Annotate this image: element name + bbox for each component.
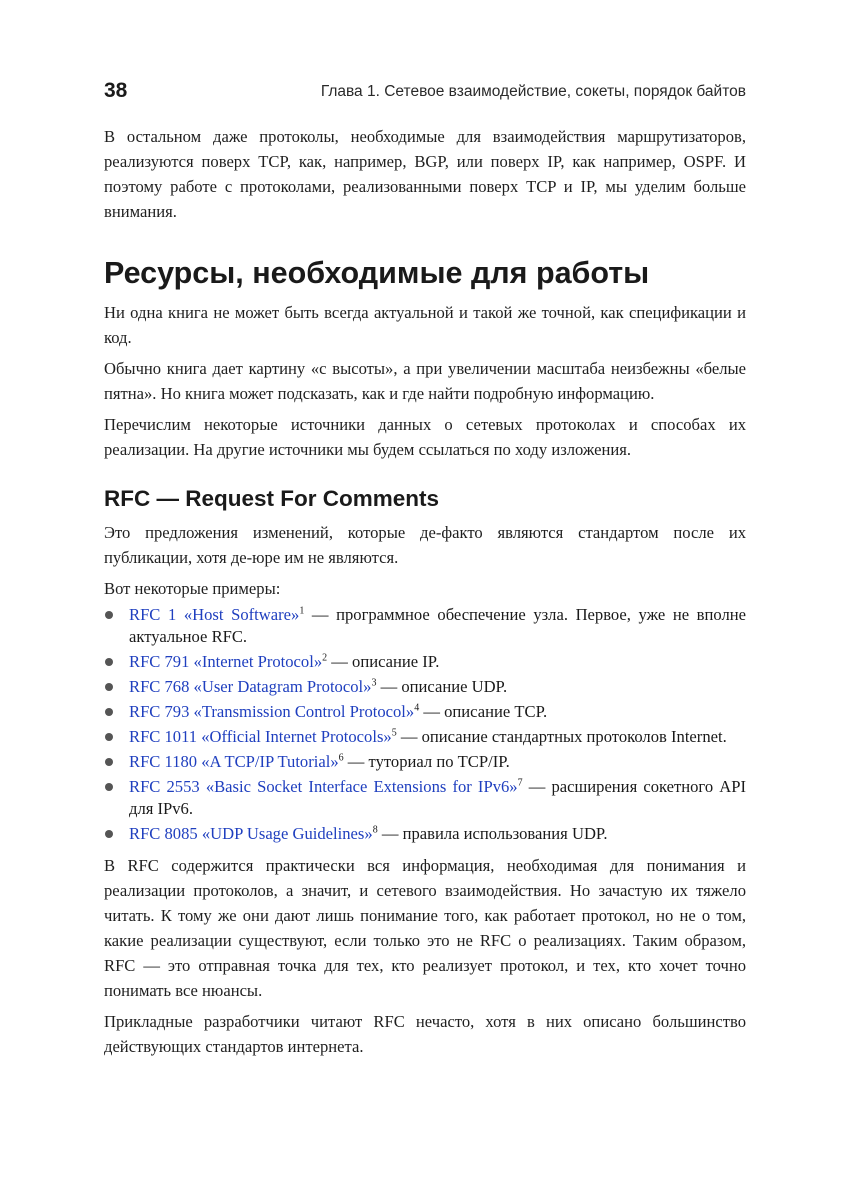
rfc-link[interactable]: RFC 793 «Transmission Control Protocol»	[129, 702, 415, 721]
footnote-marker[interactable]: 1	[299, 605, 305, 617]
rfc-link[interactable]: RFC 1011 «Official Internet Protocols»	[129, 727, 392, 746]
rfc-list	[104, 604, 746, 845]
footnote-marker[interactable]: 4	[414, 702, 420, 714]
footnote-marker[interactable]: 7	[517, 777, 523, 789]
section-paragraph: Обычно книга дает картину «с высоты», а при увеличении масштаба неизбежны «белые пятна». Но книга может подсказать, как и где найти подробную информацию.	[104, 359, 746, 403]
list-item-text: — описание стандартных протоколов Internet.	[396, 727, 727, 746]
bullet-icon	[105, 708, 113, 716]
list-item-text: — правила использования UDP.	[377, 824, 608, 843]
rfc-link[interactable]: RFC 768 «User Datagram Protocol»	[129, 677, 372, 696]
subsection-paragraph: Вот некоторые примеры:	[104, 579, 281, 598]
section-paragraph: Ни одна книга не может быть всегда актуальной и такой же точной, как спецификации и код.	[104, 303, 746, 347]
list-item	[104, 751, 746, 773]
rfc-link[interactable]: RFC 1180 «A TCP/IP Tutorial»	[129, 752, 339, 771]
list-item-text: — описание UDP.	[376, 677, 508, 696]
rfc-link[interactable]: RFC 2553 «Basic Socket Interface Extensions for IPv6»	[129, 777, 518, 796]
page-number: 38	[104, 79, 128, 102]
bullet-icon	[105, 783, 113, 791]
list-item	[104, 701, 746, 723]
list-item-text: — описание IP.	[327, 652, 440, 671]
footnote-marker[interactable]: 8	[372, 824, 378, 836]
list-item-text: — расширения сокетного API для IPv6.	[129, 777, 746, 818]
bullet-icon	[105, 733, 113, 741]
footnote-marker[interactable]: 2	[322, 652, 328, 664]
bullet-icon	[105, 658, 113, 666]
rfc-link[interactable]: RFC 8085 «UDP Usage Guidelines»	[129, 824, 373, 843]
list-item	[104, 604, 746, 648]
closing-paragraph: Прикладные разработчики читают RFC нечасто, хотя в них описано большинство действующих стандартов интернета.	[104, 1012, 746, 1056]
bullet-icon	[105, 758, 113, 766]
list-item-text: — туториал по TCP/IP.	[343, 752, 510, 771]
list-item	[104, 651, 746, 673]
bullet-icon	[105, 611, 113, 619]
section-heading: Ресурсы, необходимые для работы	[104, 256, 650, 290]
closing-paragraph: В RFC содержится практически вся информация, необходимая для понимания и реализации протоколов, а значит, и сетевого взаимодействия. Но зачастую их тяжело читать. К тому же они дают лишь понимание того, как работает протокол, но не о том, какие реализации существуют, если только это не RFC о реализациях. Таким образом, RFC — это отправная точка для тех, кто реализует протокол, и тех, кто хочет точно понимать все нюансы.	[104, 856, 746, 1000]
chapter-title: Глава 1. Сетевое взаимодействие, сокеты, порядок байтов	[320, 83, 746, 100]
running-header	[104, 78, 746, 104]
rfc-link[interactable]: RFC 791 «Internet Protocol»	[129, 652, 323, 671]
subsection-paragraph: Это предложения изменений, которые де-факто являются стандартом после их публикации, хотя де-юре им не являются.	[104, 523, 746, 567]
intro-paragraph: В остальном даже протоколы, необходимые для взаимодействия маршрутизаторов, реализуются поверх TCP, как, например, BGP, или поверх IP, как например, OSPF. И поэтому работе с протоколами, реализованными поверх TCP и IP, мы уделим больше внимания.	[104, 127, 746, 221]
list-item	[104, 726, 746, 748]
rfc-link[interactable]: RFC 1 «Host Software»	[129, 605, 300, 624]
page-body	[104, 124, 746, 1065]
footnote-marker[interactable]: 6	[338, 752, 344, 764]
list-item	[104, 823, 746, 845]
list-item	[104, 776, 746, 820]
bullet-icon	[105, 683, 113, 691]
section-paragraph: Перечислим некоторые источники данных о сетевых протоколах и способах их реализации. На другие источники мы будем ссылаться по ходу изложения.	[104, 415, 746, 459]
footnote-marker[interactable]: 3	[371, 677, 377, 689]
footnote-marker[interactable]: 5	[391, 727, 397, 739]
list-item-text: — программное обеспечение узла. Первое, уже не вполне актуальное RFC.	[129, 605, 746, 646]
subsection-heading: RFC — Request For Comments	[104, 486, 440, 511]
bullet-icon	[105, 830, 113, 838]
list-item	[104, 676, 746, 698]
list-item-text: — описание TCP.	[419, 702, 548, 721]
